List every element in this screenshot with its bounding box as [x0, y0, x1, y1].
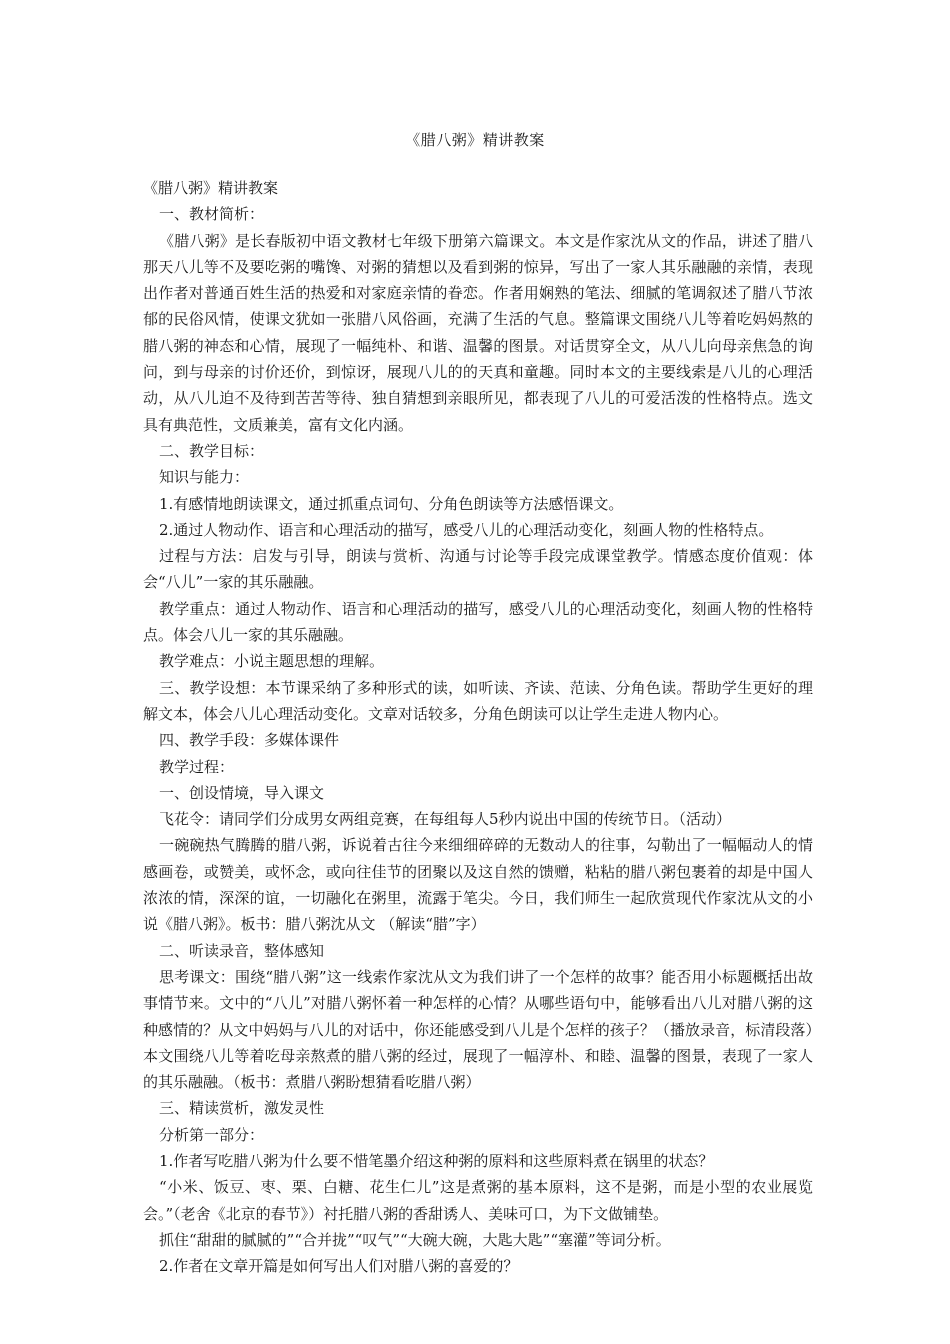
- paragraph: 三、精读赏析，激发灵性: [159, 1099, 325, 1118]
- paragraph: 1.作者写吃腊八粥为什么要不惜笔墨介绍这种粥的原料和这些原料煮在锅里的状态？: [159, 1151, 714, 1170]
- paragraph: 教学难点：小说主题思想的理解。: [159, 652, 385, 671]
- paragraph: 三、教学设想：本节课采纳了多种形式的读，如听读、齐读、范读、分角色读。帮助学生更好的理解文本，体会八儿心理活动变化。文章对话较多，分角色朗读可以让学生走进人物内心。: [143, 678, 813, 723]
- paragraph: 教学过程：: [159, 757, 235, 776]
- paragraph: 2.作者在文章开篇是如何写出人们对腊八粥的喜爱的？: [159, 1257, 519, 1276]
- paragraph: 分析第一部分：: [159, 1125, 265, 1144]
- paragraph: 过程与方法：启发与引导，朗读与赏析、沟通与讨论等手段完成课堂教学。情感态度价值观：体会“八儿”一家的其乐融融。: [143, 547, 813, 592]
- paragraph: 四、教学手段：多媒体课件: [159, 731, 340, 750]
- paragraph: 教学重点：通过人物动作、语言和心理活动的描写，感受八儿的心理活动变化，刻画人物的性格特点。体会八儿一家的其乐融融。: [143, 599, 813, 645]
- paragraph: 一碗碗热气腾腾的腊八粥，诉说着古往今来细细碎碎的无数动人的往事，勾勒出了一幅幅动人的情感画卷，或赞美，或怀念，或向往佳节的团聚以及这自然的馈赠，粘粘的腊八粥包裹着的却是中国人浓浓的情，深深的谊，一切融化在粥里，流露于笔尖。今日，我们师生一起欣赏现代作家沈从文的小说《腊八粥》。板书：腊八粥沈从文 （解读“腊”字）: [143, 836, 813, 934]
- paragraph: 二、教学目标：: [159, 441, 265, 460]
- page-title: 《腊八粥》精讲教案: [405, 131, 545, 149]
- paragraph: 二、听读录音，整体感知: [159, 941, 325, 960]
- paragraph: 《腊八粥》是长春版初中语文教材七年级下册第六篇课文。本文是作家沈从文的作品，讲述了腊八那天八儿等不及要吃粥的嘴馋、对粥的猜想以及看到粥的惊异，写出了一家人其乐融融的亲情，表现出作者对普通百姓生活的热爱和对家庭亲情的眷恋。作者用娴熟的笔法、细腻的笔调叙述了腊八节浓郁的民俗风情，使课文犹如一张腊八风俗画，充满了生活的气息。整篇课文围绕八儿等着吃妈妈熬的腊八粥的神态和心情，展现了一幅纯朴、和谐、温馨的图景。对话贯穿全文，从八儿向母亲焦急的询问，到与母亲的讨价还价，到惊讶，展现八儿的的天真和童趣。同时本文的主要线索是八儿的心理活动，从八儿迫不及待到苦苦等待、独自猜想到亲眼所见，都表现了八儿的可爱活泼的性格特点。选文具有典范性，文质兼美，富有文化内涵。: [143, 231, 813, 434]
- paragraph: “小米、饭豆、枣、栗、白糖、花生仁儿”这是煮粥的基本原料，这不是粥，而是小型的农业展览会。”（老舍《北京的春节》）衬托腊八粥的香甜诱人、美味可口，为下文做铺垫。: [143, 1178, 813, 1223]
- paragraph: 飞花令：请同学们分成男女两组竞赛，在每组每人5秒内说出中国的传统节日。（活动）: [159, 810, 732, 829]
- paragraph: 《腊八粥》精讲教案: [143, 179, 279, 197]
- document-body: [143, 175, 813, 1279]
- paragraph: 一、教材简析：: [159, 205, 265, 224]
- paragraph: 知识与能力：: [159, 468, 250, 487]
- paragraph: 抓住“甜甜的腻腻的”“合并拢”“叹气”“大碗大碗，大匙大匙”“塞灌”等词分析。: [159, 1230, 671, 1249]
- paragraph: 2.通过人物动作、语言和心理活动的描写，感受八儿的心理活动变化，刻画人物的性格特点。: [159, 520, 774, 539]
- paragraph: 思考课文：围绕“腊八粥”这一线索作家沈从文为我们讲了一个怎样的故事？能否用小标题概括出故事情节来。文中的“八儿”对腊八粥怀着一种怎样的心情？从哪些语句中，能够看出八儿对腊八粥的这种感情的？从文中妈妈与八儿的对话中，你还能感受到八儿是个怎样的孩子？（播放录音，标清段落）本文围绕八儿等着吃母亲熬煮的腊八粥的经过，展现了一幅淳朴、和睦、温馨的图景，表现了一家人的其乐融融。（板书：煮腊八粥盼想猜看吃腊八粥）: [143, 967, 813, 1092]
- paragraph: 1.有感情地朗读课文，通过抓重点词句、分角色朗读等方法感悟课文。: [159, 494, 624, 513]
- paragraph: 一、创设情境，导入课文: [159, 783, 325, 802]
